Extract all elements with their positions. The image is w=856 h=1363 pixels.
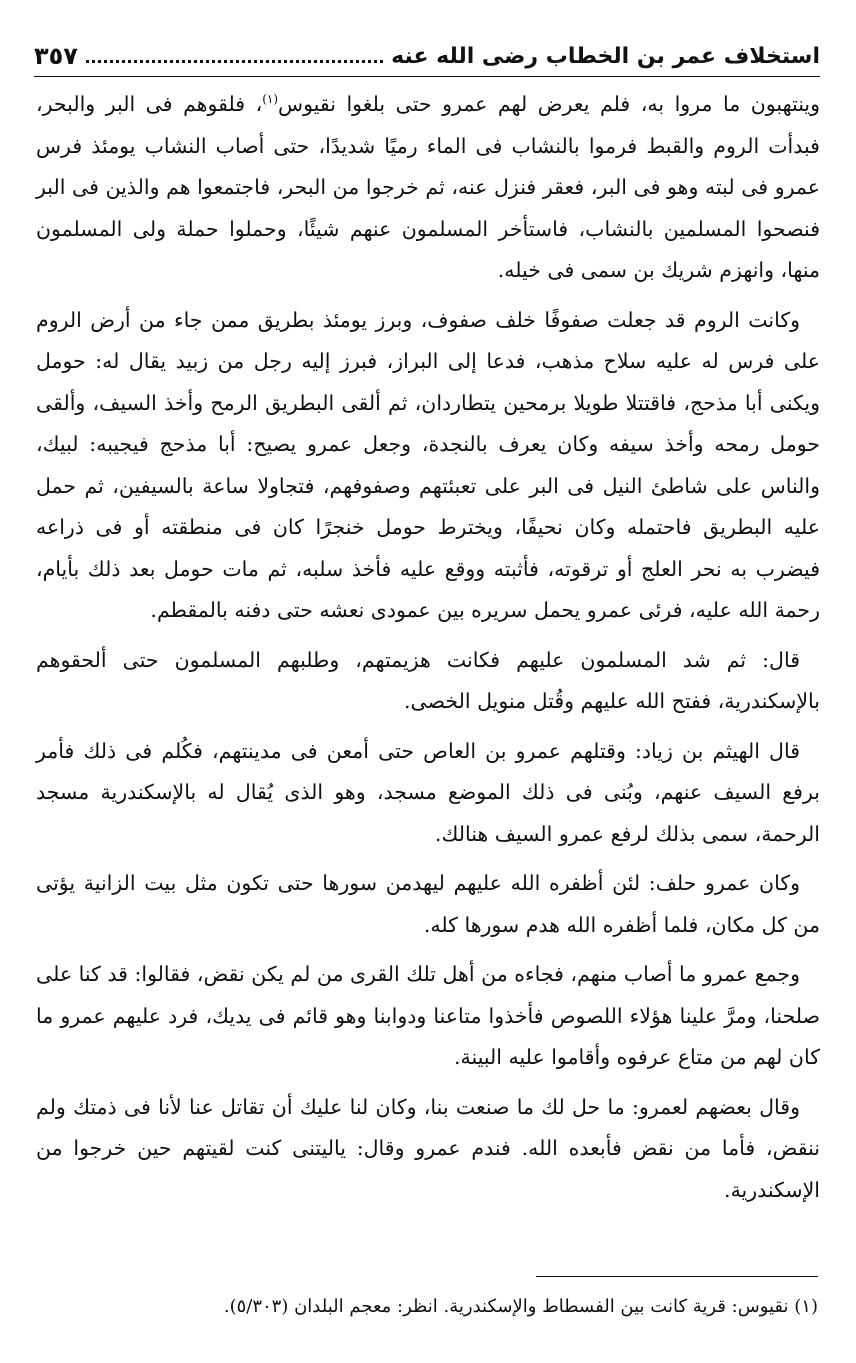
footnote-reference: (١)	[262, 92, 279, 107]
paragraph-text: ، فلقوهم فى البر والبحر، فبدأت الروم والقبط فرموا بالنشاب فى الماء رميًا شديدًا، حتى أصاب النشاب يومئذ فرس عمرو فى لبته وهو فى البر، فعقر فنزل عنه، ثم خرجوا من البحر، فاجتمعوا هم والذين فى البر فنصحوا المسلمين بالنشاب، فاستأخر المسلمون عنهم شيئًا، وحملوا حملة ولى المسلمون منها، وانهزم شريك بن سمى فى خيله.	[36, 92, 820, 282]
paragraph: وكانت الروم قد جعلت صفوفًا خلف صفوف، وبرز يومئذ بطريق ممن جاء من أرض الروم على فرس له عليه سلاح مذهب، فدعا إلى البراز، فبرز إليه رجل من زبيد يقال له: حومل ويكنى أبا مذحج، فاقتتلا طويلا برمحين يتطاردان، ثم ألقى البطريق الرمح وأخذ السيف، وألقى حومل رمحه وأخذ سيفه وكان يعرف بالنجدة، وجعل عمرو يصيح: أبا مذحج فيجيبه: لبيك، والناس على شاطئ النيل فى البر على تعبئتهم وصفوفهم، فتجاولا ساعة بالسيفين، ثم حمل عليه البطريق فاحتمله وكان نحيفًا، ويخترط حومل خنجرًا كان فى منطقته أو فى ذراعه فيضرب به نحر العلج أو ترقوته، فأثبته ووقع عليه فأخذ سلبه، ثم مات حومل بعد ذلك بأيام، رحمة الله عليه، فرئى عمرو يحمل سريره بين عمودى نعشه حتى دفنه بالمقطم.	[36, 307, 820, 622]
paragraph-text: وينتهبون ما مروا به، فلم يعرض لهم عمرو حتى بلغوا نقيوس	[278, 92, 820, 116]
paragraph	[36, 84, 820, 292]
footnote: (١) نقيوس: قرية كانت بين الفسطاط والإسكندرية. انظر: معجم البلدان (٥/٣٠٣).	[223, 1296, 818, 1317]
page-number: ٣٥٧	[34, 42, 78, 70]
running-title: استخلاف عمر بن الخطاب رضى الله عنه	[391, 43, 820, 69]
paragraph: وكان عمرو حلف: لئن أظفره الله عليهم ليهدمن سورها حتى تكون مثل بيت الزانية يؤتى من كل مكان، فلما أظفره الله هدم سورها كله.	[36, 871, 820, 937]
paragraph: وجمع عمرو ما أصاب منهم، فجاءه من أهل تلك القرى من لم يكن نقض، فقالوا: قد كنا على صلحنا، ومرَّ علينا هؤلاء اللصوص فأخذوا متاعنا ودوابنا وهو قائم فى يديك، فرد عليهم عمرو ما كان لهم من متاع عرفوه وأقاموا عليه البينة.	[36, 962, 820, 1069]
paragraph: قال: ثم شد المسلمون عليهم فكانت هزيمتهم، وطلبهم المسلمون حتى ألحقوهم بالإسكندرية، ففتح الله عليهم وقُتل منويل الخصى.	[36, 647, 820, 713]
dotted-leader	[86, 60, 383, 63]
body-text	[36, 84, 820, 1219]
page-header	[34, 36, 820, 77]
paragraph: قال الهيثم بن زياد: وقتلهم عمرو بن العاص حتى أمعن فى مدينتهم، فكُلم فى ذلك فأمر برفع السيف عنهم، وبُنى فى ذلك الموضع مسجد، وهو الذى يُقال له بالإسكندرية مسجد الرحمة، سمى بذلك لرفع عمرو السيف هنالك.	[36, 738, 820, 846]
paragraph: وقال بعضهم لعمرو: ما حل لك ما صنعت بنا، وكان لنا عليك أن تقاتل عنا لأنا فى ذمتك ولم ننقض، فأما من نقض فأبعده الله. فندم عمرو وقال: ياليتنى كنت لقيتهم حين خرجوا من الإسكندرية.	[36, 1094, 820, 1202]
footnote-divider	[536, 1276, 818, 1277]
